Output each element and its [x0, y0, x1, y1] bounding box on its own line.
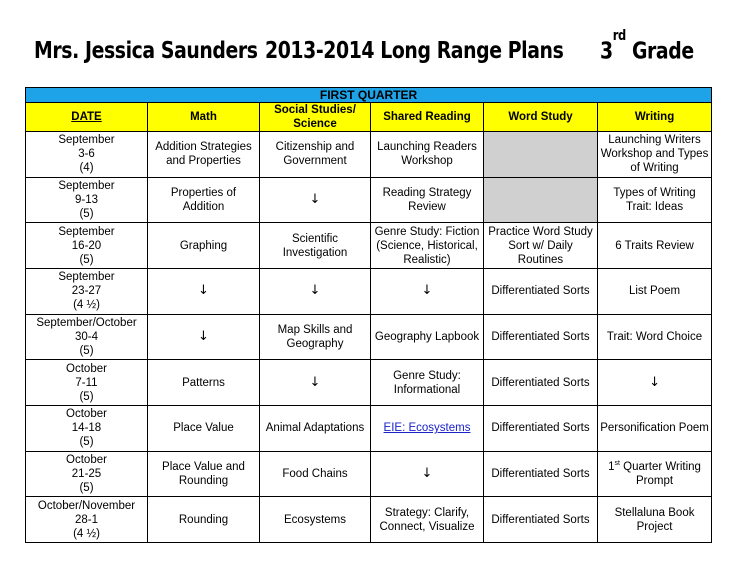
word-study-cell: Differentiated Sorts [484, 360, 598, 406]
date-days: (4 ½) [73, 527, 100, 540]
date-cell [26, 497, 148, 543]
writing-cell: Types of Writing Trait: Ideas [598, 177, 712, 223]
date-month: September [58, 179, 115, 192]
table-row [26, 451, 712, 497]
word-study-cell [484, 132, 598, 178]
word-study-cell: Practice Word Study Sort w/ Daily Routines [484, 223, 598, 269]
table-row [26, 268, 712, 314]
date-days: (4) [79, 162, 94, 175]
word-study-cell: Differentiated Sorts [484, 405, 598, 451]
writing-cell: Stellaluna Book Project [598, 497, 712, 543]
table-row [26, 360, 712, 406]
reading-cell: Genre Study: Fiction (Science, Historical, Realistic) [371, 223, 484, 269]
date-range: 23-27 [71, 285, 102, 298]
table-row [26, 177, 712, 223]
reading-cell: Geography Lapbook [371, 314, 484, 360]
date-range: 14-18 [71, 422, 102, 435]
social-cell: Ecosystems [260, 497, 371, 543]
date-month: September [58, 225, 115, 238]
math-cell: Properties of Addition [148, 177, 260, 223]
table-row [26, 497, 712, 543]
quarter-banner-row [26, 88, 712, 103]
math-cell: Place Value and Rounding [148, 451, 260, 497]
date-month: September [58, 271, 115, 284]
date-range: 16-20 [71, 239, 102, 252]
date-range: 9-13 [74, 193, 99, 206]
date-month: October [66, 362, 107, 375]
col-header-math: Math [148, 103, 260, 132]
date-days: (5) [79, 253, 94, 266]
social-cell-arrow-icon: ↓ [260, 268, 371, 314]
date-cell [26, 360, 148, 406]
date-range: 30-4 [74, 330, 99, 343]
date-month: October [66, 453, 107, 466]
reading-cell-arrow-icon: ↓ [371, 451, 484, 497]
writing-cell: Personification Poem [598, 405, 712, 451]
social-cell: Citizenship and Government [260, 132, 371, 178]
date-range: 3-6 [78, 148, 95, 161]
eie-ecosystems-link[interactable]: EIE: Ecosystems [383, 422, 471, 435]
plan-table [25, 87, 712, 543]
writing-cell-arrow-icon: ↓ [598, 360, 712, 406]
grade-number: 3 [600, 38, 613, 65]
math-cell: Addition Strategies and Properties [148, 132, 260, 178]
word-study-cell: Differentiated Sorts [484, 268, 598, 314]
date-days: (5) [79, 436, 94, 449]
date-cell [26, 268, 148, 314]
social-cell: Animal Adaptations [260, 405, 371, 451]
teacher-name: Mrs. Jessica Saunders [34, 38, 258, 64]
social-cell: Scientific Investigation [260, 223, 371, 269]
writing-quarter-text: Quarter Writing Prompt [619, 460, 701, 487]
date-month: September/October [36, 316, 137, 329]
writing-cell [598, 451, 712, 497]
date-month: October [66, 408, 107, 421]
col-header-date: DATE [26, 103, 148, 132]
page-header [0, 30, 736, 80]
date-days: (4 ½) [73, 299, 100, 312]
social-cell: Map Skills and Geography [260, 314, 371, 360]
word-study-cell: Differentiated Sorts [484, 497, 598, 543]
date-month: October/November [37, 499, 136, 512]
reading-cell: Strategy: Clarify, Connect, Visualize [371, 497, 484, 543]
reading-cell [371, 405, 484, 451]
word-study-cell: Differentiated Sorts [484, 451, 598, 497]
word-study-cell [484, 177, 598, 223]
table-row [26, 314, 712, 360]
writing-quarter-suffix: st [614, 460, 620, 468]
table-row [26, 223, 712, 269]
social-cell-arrow-icon: ↓ [260, 360, 371, 406]
table-row [26, 132, 712, 178]
date-cell [26, 314, 148, 360]
math-cell: Patterns [148, 360, 260, 406]
reading-cell-arrow-icon: ↓ [371, 268, 484, 314]
col-header-writing: Writing [598, 103, 712, 132]
reading-cell: Reading Strategy Review [371, 177, 484, 223]
col-header-word-study: Word Study [484, 103, 598, 132]
quarter-banner: FIRST QUARTER [26, 88, 712, 103]
date-cell [26, 405, 148, 451]
math-cell-arrow-icon: ↓ [148, 268, 260, 314]
date-cell [26, 177, 148, 223]
social-cell: Food Chains [260, 451, 371, 497]
column-header-row [26, 103, 712, 132]
col-header-shared-reading: Shared Reading [371, 103, 484, 132]
reading-cell: Genre Study: Informational [371, 360, 484, 406]
writing-cell: Launching Writers Workshop and Types of Writing [598, 132, 712, 178]
date-cell [26, 132, 148, 178]
col-header-social-science: Social Studies/ Science [260, 103, 371, 132]
date-month: September [58, 134, 115, 147]
grade-label [600, 28, 694, 65]
math-cell-arrow-icon: ↓ [148, 314, 260, 360]
math-cell: Rounding [148, 497, 260, 543]
writing-cell: 6 Traits Review [598, 223, 712, 269]
grade-suffix: rd [612, 28, 626, 44]
social-cell-arrow-icon: ↓ [260, 177, 371, 223]
plan-title: 2013-2014 Long Range Plans [265, 38, 564, 64]
date-days: (5) [79, 344, 94, 357]
date-range: 21-25 [71, 467, 102, 480]
reading-cell: Launching Readers Workshop [371, 132, 484, 178]
date-days: (5) [79, 390, 94, 403]
table-row [26, 405, 712, 451]
date-days: (5) [79, 481, 94, 494]
date-days: (5) [79, 207, 94, 220]
date-cell [26, 451, 148, 497]
date-range: 7-11 [75, 376, 98, 389]
writing-quarter-num: 1 [608, 460, 615, 473]
grade-word: Grade [631, 38, 694, 65]
word-study-cell: Differentiated Sorts [484, 314, 598, 360]
date-range: 28-1 [74, 513, 99, 526]
date-cell [26, 223, 148, 269]
writing-cell: List Poem [598, 268, 712, 314]
math-cell: Place Value [148, 405, 260, 451]
writing-cell: Trait: Word Choice [598, 314, 712, 360]
math-cell: Graphing [148, 223, 260, 269]
